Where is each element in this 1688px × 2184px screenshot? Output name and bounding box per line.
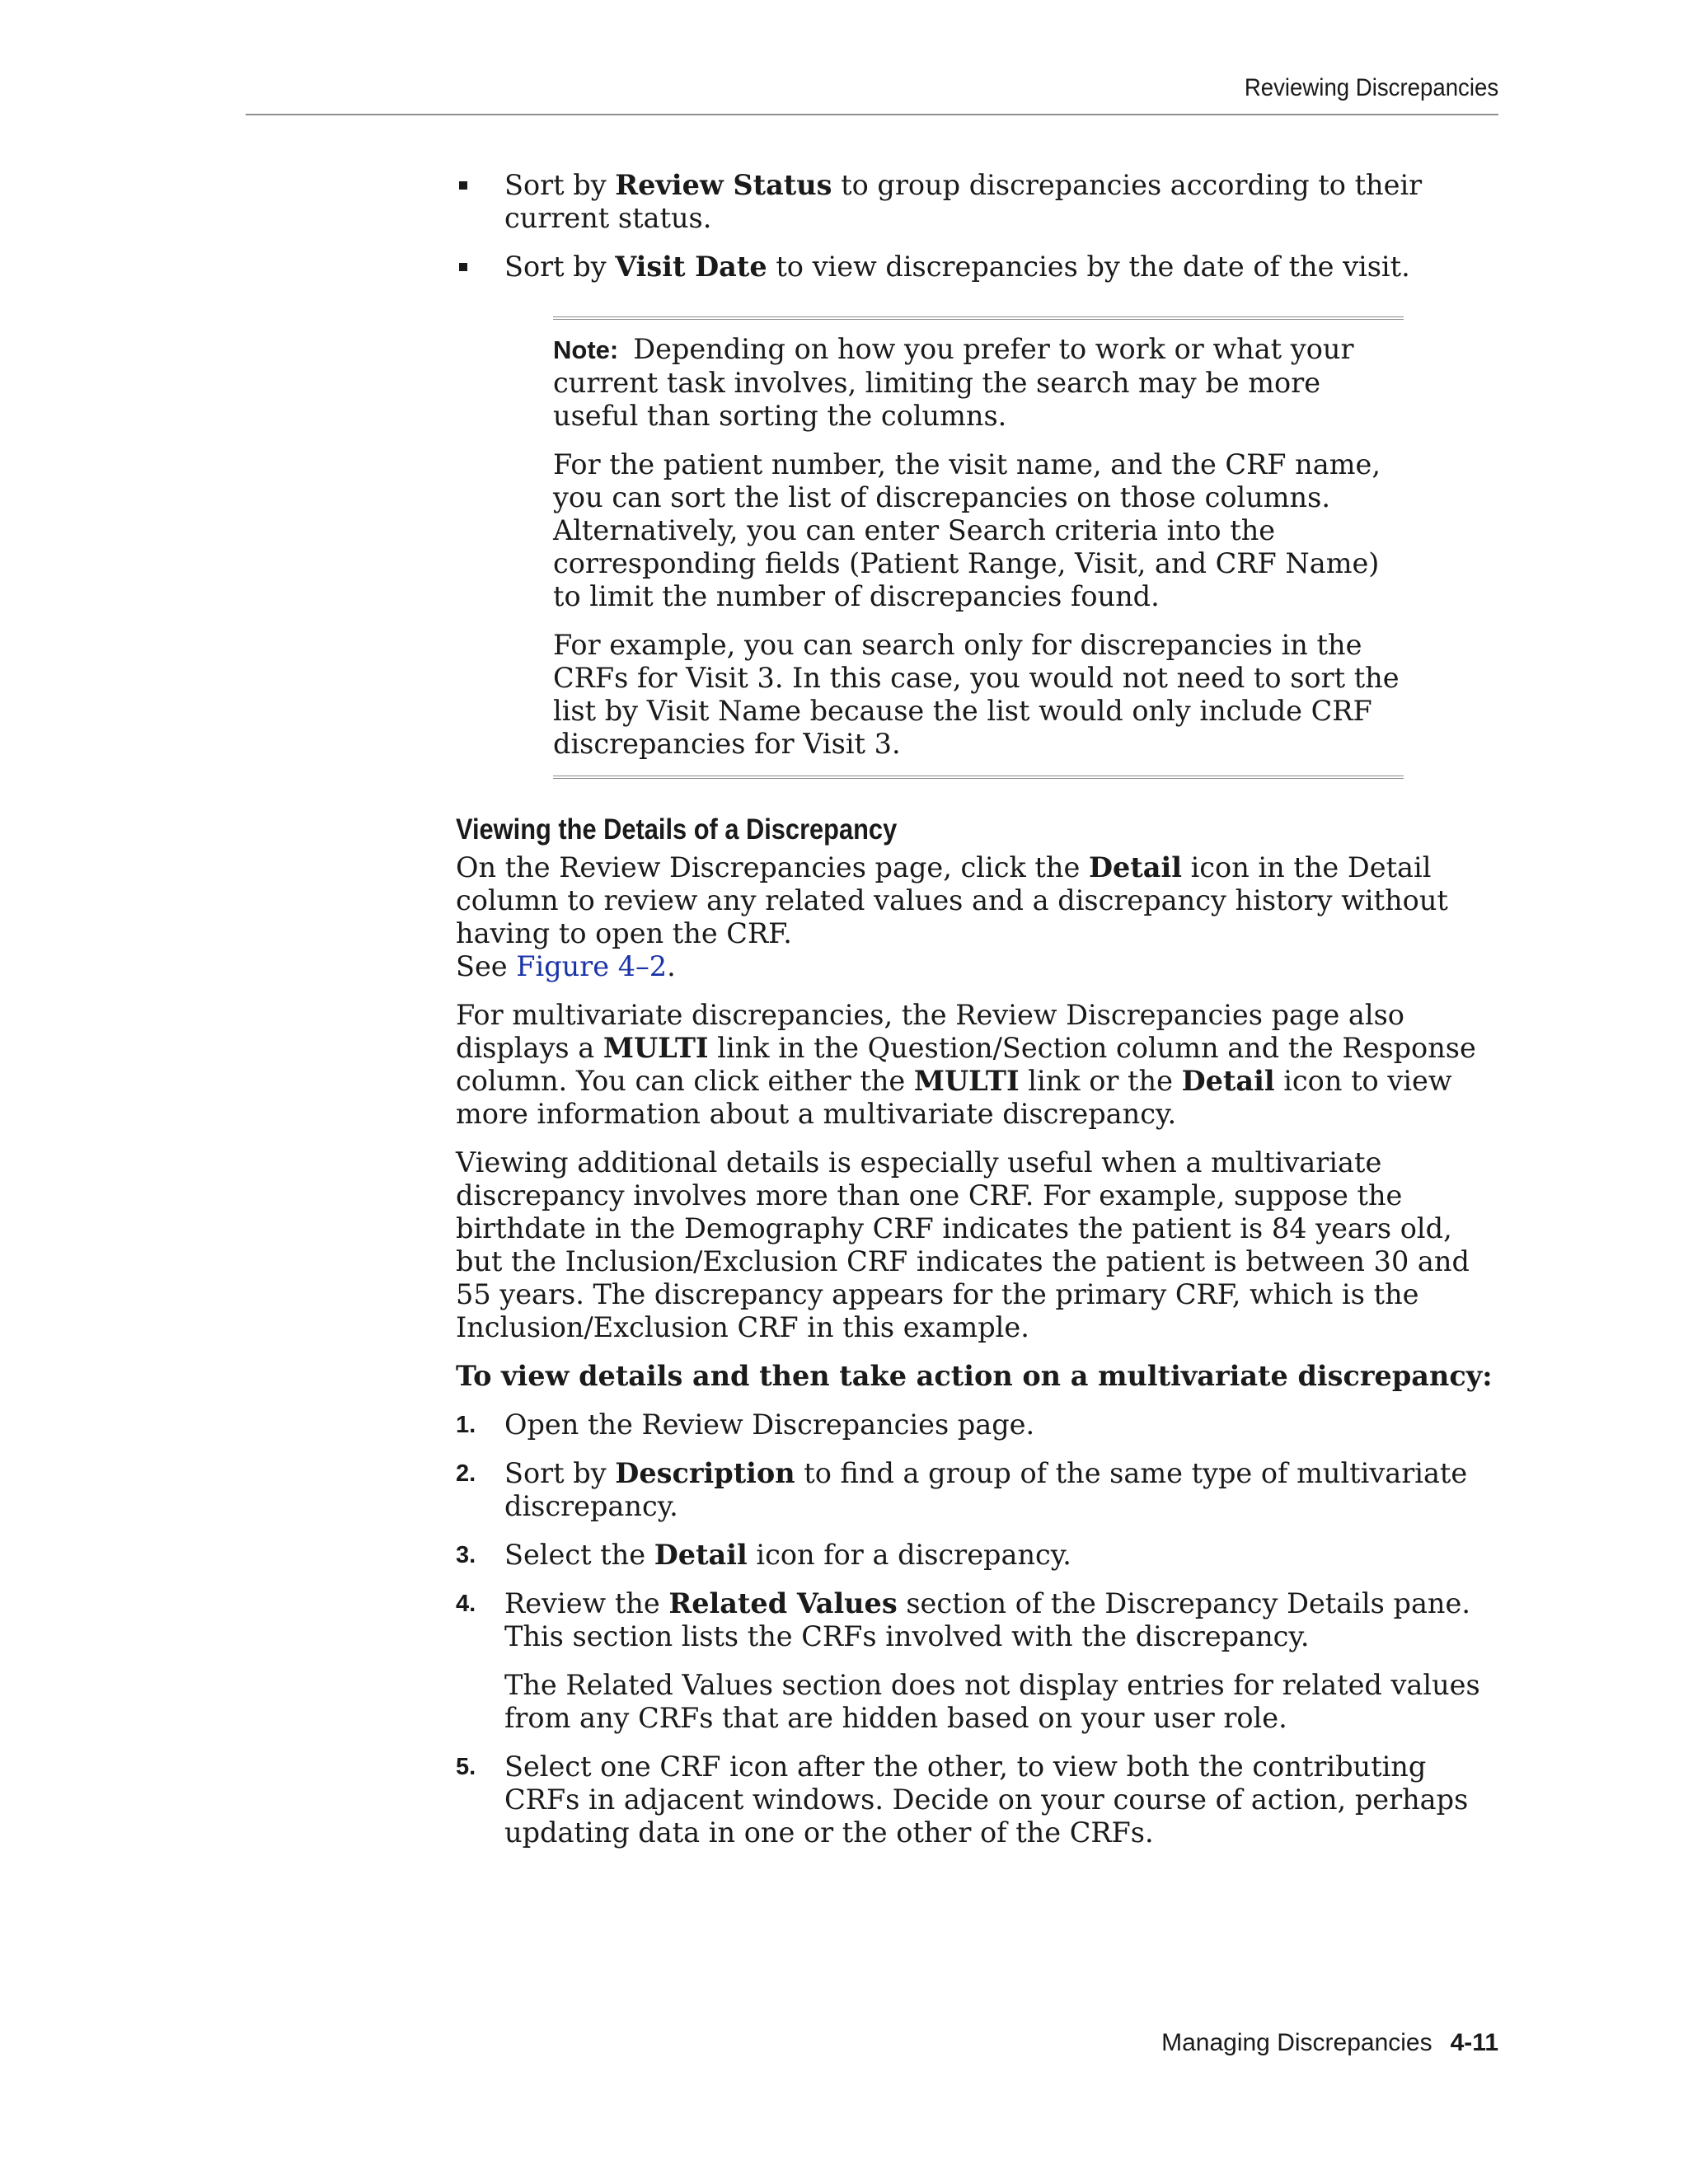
page-footer — [1161, 2029, 1498, 2057]
bullet-square-icon — [459, 181, 467, 190]
note-box — [553, 316, 1404, 779]
header-rule — [246, 114, 1498, 115]
bullet-item: Sort by Visit Date to view discrepancies by the date of the visit. — [456, 251, 1498, 284]
running-header: Reviewing Discrepancies — [1244, 74, 1498, 101]
section-heading: Viewing the Details of a Discrepancy — [456, 813, 898, 846]
bullet-square-icon — [459, 263, 467, 271]
step-item: 3. Select the Detail icon for a discrepancy. — [456, 1539, 1071, 1571]
body-paragraph: On the Review Discrepancies page, click the Detail icon in the Detail column to review any related values and a discrepancy history without having to open the CRF. See Figure 4–2. — [456, 851, 1448, 982]
procedure-steps — [456, 1408, 1498, 1849]
body-paragraph: For multivariate discrepancies, the Review Discrepancies page also displays a MULTI link in the Question/Section column and the Response column. You can click either the MULTI link or the Detail icon to view more information about a multivariate discrepancy. — [456, 999, 1476, 1130]
page-content — [456, 169, 1498, 1865]
step-item: 1. Open the Review Discrepancies page. — [456, 1408, 1035, 1441]
step-item: 4. Review the Related Values section of the Discrepancy Details pane. This section lists the CRFs involved with the discrepancy. The Related Values section does not display entries for related values from any CRFs that are hidden based on your user role. — [456, 1587, 1498, 1735]
step-number: 3. — [456, 1542, 476, 1568]
note-paragraph: For example, you can search only for discrepancies in the CRFs for Visit 3. In this case, you would not need to sort the list by Visit Name because the list would only include CRF discrepancies for Visit 3. — [553, 629, 1400, 760]
step-item: 2. Sort by Description to find a group of the same type of multivariate discrepancy. — [456, 1457, 1468, 1522]
step-subparagraph: The Related Values section does not display entries for related values from any CRFs that are hidden based on your user role. — [504, 1669, 1480, 1734]
step-number: 4. — [456, 1591, 476, 1617]
step-number: 2. — [456, 1460, 476, 1487]
body-paragraph: Viewing additional details is especially useful when a multivariate discrepancy involves more than one CRF. For example, suppose the birthdate in the Demography CRF indicates the patient is 84 years old, but the Inclusion/Exclusion CRF indicates the patient is between 30 and 55 years. The discrepancy appears for the primary CRF, which is the Inclusion/Exclusion CRF in this example. — [456, 1146, 1470, 1343]
figure-link[interactable]: Figure 4–2 — [516, 950, 668, 982]
note-paragraph: For the patient number, the visit name, and the CRF name, you can sort the list of discrepancies on those columns. Alternatively, you can enter Search criteria into the corresponding fields (Patient Range, Visit, and CRF Name) to limit the number of discrepancies found. — [553, 448, 1381, 612]
step-item: 5. Select one CRF icon after the other, to view both the contributing CRFs in adjacent windows. Decide on your course of action, perhaps updating data in one or the other of the CRFs. — [456, 1750, 1469, 1849]
bullet-item: Sort by Review Status to group discrepancies according to their current status. — [456, 169, 1498, 235]
note-paragraph: Note: Depending on how you prefer to work or what your current task involves, limiting the search may be more useful than sorting the columns. — [553, 333, 1354, 432]
step-number: 5. — [456, 1754, 476, 1780]
footer-title: Managing Discrepancies — [1161, 2029, 1432, 2056]
note-label: Note: — [553, 335, 619, 364]
procedure-heading: To view details and then take action on a multivariate discrepancy: — [456, 1360, 1493, 1392]
page-number: 4-11 — [1450, 2029, 1498, 2056]
step-number: 1. — [456, 1412, 476, 1438]
